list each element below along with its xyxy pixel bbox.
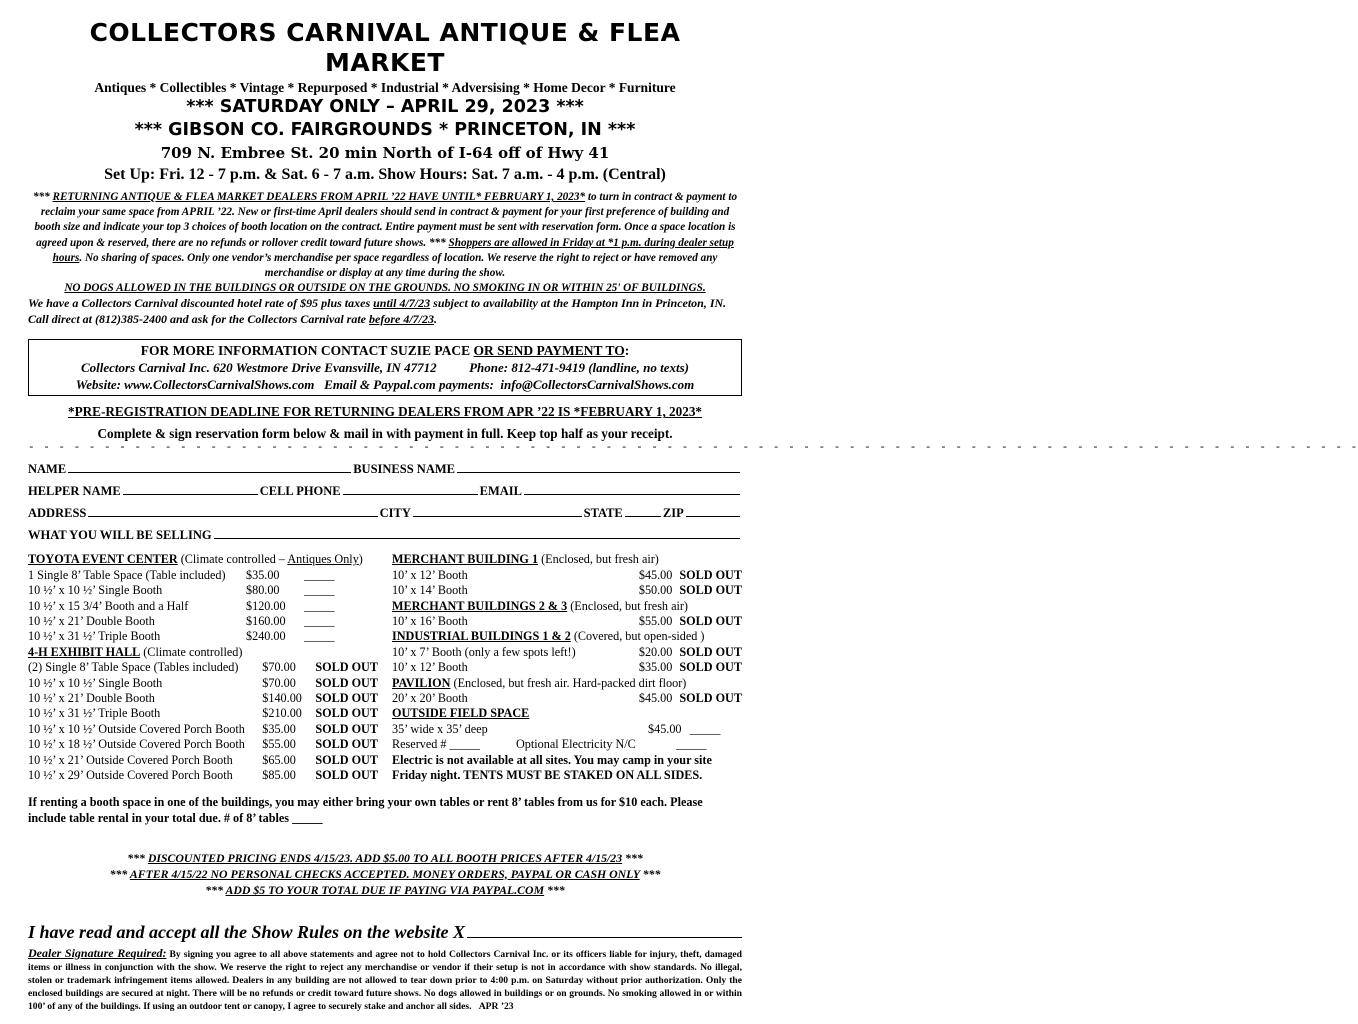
zip-field[interactable] <box>686 504 740 517</box>
price-row <box>392 568 742 583</box>
quantity-field[interactable]: _____ <box>304 567 335 582</box>
hall-header <box>28 645 378 660</box>
electricity-field[interactable]: _____ <box>676 737 707 752</box>
quantity-field[interactable]: _____ <box>304 629 335 644</box>
name-label: NAME <box>28 462 67 477</box>
state-label: STATE <box>583 506 623 521</box>
sold-out-badge: SOLD OUT <box>679 583 742 598</box>
price-row <box>392 614 742 629</box>
price-row <box>28 676 378 691</box>
cut-line: - - - - - - - - - - - - - - - - - - - - - - - - - - - - - - - - - - - - - - - - - - - - - - - - - - - - - - - - - - - - - - - - - - - - - - - - - - - - - - - - - - - - - - - - <box>28 442 1358 455</box>
hall-note: (Climate controlled) <box>140 644 243 659</box>
selling-row <box>28 524 742 546</box>
info-text: . No sharing of spaces. Only one vendor’s merchandise per space regardless of location. We reserve the right to reject or have removed any merchandise or display at any time during the show. <box>79 251 718 280</box>
helper-name-field[interactable] <box>123 482 258 495</box>
booth-price: $80.00 <box>246 583 280 598</box>
info-text: to turn in contract & payment to reclaim your same space from APRIL ’22. New or first-time April dealers should send in contract & payment for your first preference of building and booth size and indicate your top 3 choices of booth location on the contract. Entire payment must be sent with reservation form. Once a space location is agreed upon & reserved, there are no refunds or rollover credit toward future shows. *** <box>34 191 738 249</box>
toyota-antiques-only: Antiques Only <box>287 552 359 567</box>
sold-out-badge: SOLD OUT <box>679 660 742 675</box>
industrial-items <box>392 645 742 676</box>
preregistration-deadline: *PRE-REGISTRATION DEADLINE FOR RETURNING DEALERS FROM APR ’22 IS *FEBRUARY 1, 2023* <box>67 404 703 420</box>
sold-out-badge: SOLD OUT <box>679 567 742 582</box>
venue-banner: *** GIBSON CO. FAIRGROUNDS * PRINCETON, IN *** <box>134 120 636 140</box>
pavilion-header <box>392 676 742 691</box>
reserved-row <box>392 737 742 752</box>
booth-price: $35.00 <box>638 660 673 675</box>
table-rental-note: If renting a booth space in one of the buildings, you may either bring your own tables or rent 8’ tables from us for $10 each. Please include table rental in your total due. # of 8’ tables _____ <box>28 794 703 825</box>
booth-price: $45.00 <box>648 721 682 736</box>
price-row <box>28 583 378 598</box>
booth-description: 10’ x 12’ Booth <box>392 567 468 582</box>
electricity-label: Optional Electricity N/C <box>516 737 636 752</box>
quantity-field[interactable]: _____ <box>690 721 721 736</box>
signature-terms <box>28 947 742 1013</box>
booth-description: 1 Single 8’ Table Space (Table included) <box>28 567 226 582</box>
booth-description: 20’ x 20’ Booth <box>392 691 468 706</box>
hall-title: 4-H EXHIBIT HALL <box>28 644 141 659</box>
date-banner: *** SATURDAY ONLY – APRIL 29, 2023 *** <box>186 97 584 117</box>
hotel-underlined: before 4/7/23 <box>369 311 434 326</box>
price-row <box>28 629 378 644</box>
discount-text: DISCOUNTED PRICING ENDS 4/15/23. ADD $5.00 TO ALL BOOTH PRICES AFTER 4/15/23 <box>147 850 623 865</box>
electric-note: Electric is not available at all sites. You may camp in your site Friday night. TENTS MUST BE STAKED ON ALL SIDES. <box>392 752 712 783</box>
contact-heading-underlined: OR SEND PAYMENT TO <box>473 343 625 359</box>
flyer-title: COLLECTORS CARNIVAL ANTIQUE & FLEA MARKET <box>89 18 681 77</box>
discount-post: *** <box>622 850 643 865</box>
toyota-header <box>28 552 378 567</box>
booth-price: $45.00 <box>638 567 673 582</box>
booth-price: $20.00 <box>638 644 673 659</box>
contact-address: Collectors Carnival Inc. 620 Westmore Drive Evansville, IN 47712 Phone: 812-471-9419 (landline, no texts) <box>81 360 689 376</box>
discount-line <box>28 850 742 866</box>
booth-description: 10 ½’ x 10 ½’ Single Booth <box>28 583 163 598</box>
name-field[interactable] <box>68 460 351 473</box>
pavilion-items <box>392 691 742 706</box>
price-row <box>28 706 378 721</box>
no-dogs-rule: NO DOGS ALLOWED IN THE BUILDINGS OR OUTSIDE ON THE GROUNDS. NO SMOKING IN OR WITHIN 25' OF BUILDINGS. <box>64 282 706 295</box>
signature-terms-text: By signing you agree to all above statements and agree not to hold Collectors Carnival Inc. or its officers liable for injury, theft, damaged items or illness in conjunction with the show. We reserve the right to reject any merchandise or vendor if their setup is not in accordance with show standards. No illegal, stolen or trademark infringement items allowed. Dealers in any building are not allowed to tear down prior to 4:00 p.m. on Saturday without prior authorization. Only the enclosed buildings are secured at night. There will be no refunds or credit toward future shows. No dogs allowed in buildings or on grounds. No smoking allowed in or within 100’ of any of the buildings. If using an outdoor tent or canopy, I agree to securely stake and anchor all sides. <box>28 948 742 1012</box>
booth-description: 10 ½’ x 21’ Double Booth <box>28 614 155 629</box>
signature-required-label: Dealer Signature Required: <box>28 945 167 960</box>
booth-price: $50.00 <box>638 583 673 598</box>
price-row <box>28 599 378 614</box>
city-field[interactable] <box>413 504 582 517</box>
discount-pre: *** <box>127 850 148 865</box>
discount-post: *** <box>639 866 661 881</box>
industrial-header <box>392 629 742 644</box>
right-column <box>392 552 742 783</box>
quantity-field[interactable]: _____ <box>304 598 335 613</box>
price-row <box>28 614 378 629</box>
state-field[interactable] <box>625 504 661 517</box>
price-row <box>28 768 378 783</box>
email-field[interactable] <box>524 482 740 495</box>
quantity-field[interactable]: _____ <box>304 583 335 598</box>
toyota-close: ) <box>358 552 363 567</box>
booth-price: $240.00 <box>246 629 286 644</box>
accept-rules-row <box>28 922 742 943</box>
price-row <box>392 660 742 675</box>
price-row <box>28 737 378 752</box>
booth-price: $210.00 <box>262 706 302 721</box>
info-text: *** <box>32 191 53 203</box>
merchant1-title: MERCHANT BUILDING 1 <box>392 552 539 567</box>
sold-out-badge: SOLD OUT <box>679 614 742 629</box>
price-row <box>392 691 742 706</box>
booth-price: $120.00 <box>246 598 286 613</box>
city-label: CITY <box>379 506 411 521</box>
quantity-field[interactable]: _____ <box>304 614 335 629</box>
left-column <box>28 552 378 783</box>
price-row <box>28 660 378 675</box>
price-row <box>28 722 378 737</box>
cell-phone-label: CELL PHONE <box>259 484 341 499</box>
sold-out-badge: SOLD OUT <box>679 691 742 706</box>
merchant1-note: (Enclosed, but fresh air) <box>538 552 659 567</box>
booth-price: $160.00 <box>246 614 286 629</box>
contact-heading <box>35 342 735 359</box>
booth-description: 10 ½’ x 10 ½’ Single Booth <box>28 675 163 690</box>
booth-price: $70.00 <box>262 660 296 675</box>
booth-price: $35.00 <box>262 721 296 736</box>
sold-out-badge: SOLD OUT <box>315 706 378 721</box>
price-row <box>28 691 378 706</box>
hotel-text: We have a Collectors Carnival discounted hotel rate of $95 plus taxes <box>28 296 374 311</box>
booth-price: $70.00 <box>262 675 296 690</box>
booth-description: (2) Single 8’ Table Space (Tables included) <box>28 660 239 675</box>
booth-description: 10 ½’ x 15 3/4’ Booth and a Half <box>28 598 189 613</box>
hours-line: Set Up: Fri. 12 - 7 p.m. & Sat. 6 - 7 a.m. Show Hours: Sat. 7 a.m. - 4 p.m. (Central) <box>104 166 666 183</box>
hall-items <box>28 660 378 783</box>
hotel-paragraph <box>28 296 742 327</box>
booth-description: 10 ½’ x 18 ½’ Outside Covered Porch Booth <box>28 737 245 752</box>
industrial-note: (Covered, but open-sided ) <box>570 629 705 644</box>
price-row <box>392 722 742 737</box>
booth-description: 10 ½’ x 10 ½’ Outside Covered Porch Booth <box>28 721 245 736</box>
zip-label: ZIP <box>662 506 684 521</box>
accept-signature-field[interactable] <box>467 923 742 938</box>
price-row <box>392 645 742 660</box>
contact-web-email: Website: www.CollectorsCarnivalShows.com Email & Paypal.com payments: info@CollectorsCarnivalShows.com <box>75 377 695 393</box>
toyota-title: TOYOTA EVENT CENTER <box>28 552 178 567</box>
booth-description: 10’ x 7’ Booth (only a few spots left!) <box>392 644 576 659</box>
booth-description: 10’ x 14’ Booth <box>392 583 468 598</box>
booth-price: $140.00 <box>262 691 302 706</box>
booth-price: $55.00 <box>262 737 296 752</box>
discount-line <box>28 866 742 882</box>
price-row <box>392 583 742 598</box>
merchant1-header <box>392 552 742 567</box>
address-row <box>28 502 742 524</box>
complete-instructions: Complete & sign reservation form below & mail in with payment in full. Keep top half as your receipt. <box>97 426 673 442</box>
sold-out-badge: SOLD OUT <box>315 675 378 690</box>
toyota-note: (Climate controlled – <box>177 552 288 567</box>
selling-field[interactable] <box>214 526 740 539</box>
dealer-info-paragraph <box>28 190 742 296</box>
helper-name-label: HELPER NAME <box>28 484 121 499</box>
sold-out-badge: SOLD OUT <box>679 644 742 659</box>
price-row <box>28 568 378 583</box>
merchant1-items <box>392 568 742 599</box>
sold-out-badge: SOLD OUT <box>315 768 378 783</box>
booth-description: 10’ x 12’ Booth <box>392 660 468 675</box>
info-underlined: Shoppers are allowed in Friday at *1 p.m. during dealer setup hours <box>52 236 734 264</box>
category-list: Antiques * Collectibles * Vintage * Repurposed * Industrial * Adversising * Home Decor * Furniture <box>94 80 676 95</box>
outside-header <box>392 706 742 721</box>
hotel-text: . <box>434 311 437 326</box>
pavilion-note: (Enclosed, but fresh air. Hard-packed dirt floor) <box>450 675 687 690</box>
merchant23-note: (Enclosed, but fresh air) <box>567 598 688 613</box>
contact-heading-colon: : <box>624 343 630 359</box>
contact-heading-text: FOR MORE INFORMATION CONTACT SUZIE PACE <box>140 343 474 359</box>
accept-rules-text: I have read and accept all the Show Rules on the website X <box>28 921 466 942</box>
address-field[interactable] <box>88 504 377 517</box>
booth-description: 10 ½’ x 31 ½’ Triple Booth <box>28 706 161 721</box>
booth-description: 10 ½’ x 29’ Outside Covered Porch Booth <box>28 768 233 783</box>
sold-out-badge: SOLD OUT <box>315 691 378 706</box>
helper-row <box>28 480 742 502</box>
pavilion-title: PAVILION <box>392 675 451 690</box>
merchant23-title: MERCHANT BUILDINGS 2 & 3 <box>392 598 568 613</box>
outside-title: OUTSIDE FIELD SPACE <box>392 706 530 721</box>
booth-pricing <box>28 552 742 783</box>
hotel-underlined: until 4/7/23 <box>373 296 431 311</box>
email-label: EMAIL <box>479 484 523 499</box>
sold-out-badge: SOLD OUT <box>315 737 378 752</box>
booth-description: 10 ½’ x 31 ½’ Triple Booth <box>28 629 161 644</box>
discount-post: *** <box>544 882 565 897</box>
info-underlined: RETURNING ANTIQUE & FLEA MARKET DEALERS FROM APRIL ’22 HAVE UNTIL* FEBRUARY 1, 2023* <box>52 191 586 203</box>
booth-description: 10 ½’ x 21’ Outside Covered Porch Booth <box>28 752 233 767</box>
discount-line <box>28 882 742 898</box>
business-name-label: BUSINESS NAME <box>353 462 455 477</box>
revision-stamp: APR ’23 <box>478 1000 514 1012</box>
booth-description: 10’ x 16’ Booth <box>392 614 468 629</box>
outside-items <box>392 722 742 737</box>
sold-out-badge: SOLD OUT <box>315 721 378 736</box>
cell-phone-field[interactable] <box>343 482 478 495</box>
industrial-title: INDUSTRIAL BUILDINGS 1 & 2 <box>392 629 571 644</box>
discount-text: AFTER 4/15/22 NO PERSONAL CHECKS ACCEPTED. MONEY ORDERS, PAYPAL OR CASH ONLY <box>129 866 640 881</box>
booth-description: 35’ wide x 35’ deep <box>392 721 488 736</box>
discount-text: ADD $5 TO YOUR TOTAL DUE IF PAYING VIA PAYPAL.COM <box>225 882 545 897</box>
contact-box <box>28 339 742 396</box>
reserved-label[interactable]: Reserved # _____ <box>392 737 481 752</box>
name-row <box>28 458 742 480</box>
toyota-items <box>28 568 378 645</box>
address-label: ADDRESS <box>28 506 87 521</box>
discount-pre: *** <box>109 866 130 881</box>
booth-price: $35.00 <box>246 567 280 582</box>
price-row <box>28 753 378 768</box>
selling-label: WHAT YOU WILL BE SELLING <box>28 528 212 543</box>
address-line: 709 N. Embree St. 20 min North of I-64 off of Hwy 41 <box>160 144 610 162</box>
merchant23-header <box>392 599 742 614</box>
discount-pre: *** <box>205 882 226 897</box>
booth-price: $85.00 <box>262 768 296 783</box>
business-name-field[interactable] <box>457 460 740 473</box>
booth-price: $55.00 <box>638 614 673 629</box>
booth-price: $65.00 <box>262 752 296 767</box>
merchant23-items <box>392 614 742 629</box>
hotel-text: subject to availability at the Hampton Inn in Princeton, IN. Call direct at (812)385-2400 and ask for the Collectors Carnival rate <box>28 296 727 326</box>
sold-out-badge: SOLD OUT <box>315 660 378 675</box>
booth-price: $45.00 <box>638 691 673 706</box>
booth-description: 10 ½’ x 21’ Double Booth <box>28 691 155 706</box>
discount-notes <box>28 850 742 898</box>
sold-out-badge: SOLD OUT <box>315 752 378 767</box>
